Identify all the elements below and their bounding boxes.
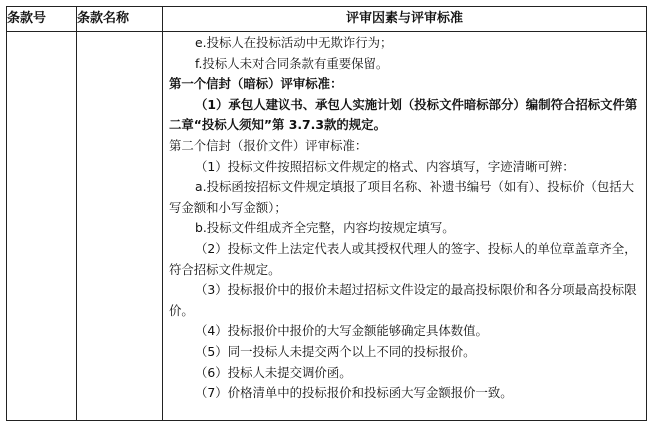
second-envelope-item-5: （5）同一投标人未提交两个以上不同的投标报价。 <box>195 343 476 359</box>
second-envelope-item-6: （6）投标人未提交调价函。 <box>195 364 352 380</box>
second-envelope-item-1b: b.投标文件组成齐全完整，内容均按规定填写。 <box>195 220 455 236</box>
first-envelope-heading: 第一个信封（暗标）评审标准： <box>169 76 343 92</box>
first-envelope-item-1: （1）承包人建议书、承包人实施计划（投标文件暗标部分）编制符合招标文件第二章“投标人须知”第 3.7.3款的规定。 <box>169 96 638 133</box>
criteria-cell <box>163 32 647 421</box>
evaluation-criteria-table <box>6 6 647 421</box>
header-clause-no: 条款号 <box>7 7 77 32</box>
second-envelope-item-2: （2）投标文件上法定代表人或其授权代理人的签字、投标人的单位章盖章齐全，符合招标文件规定。 <box>169 240 637 277</box>
second-envelope-heading: 第二个信封（报价文件）评审标准： <box>169 137 368 153</box>
criteria-line-f: f.投标人未对合同条款有重要保留。 <box>195 55 389 71</box>
clause-no-cell <box>7 32 77 421</box>
clause-name-cell <box>77 32 163 421</box>
second-envelope-item-1a: a.投标函按招标文件规定填报了项目名称、补遗书编号（如有）、投标价（包括大写金额和小写金额）； <box>169 179 635 215</box>
header-clause-name: 条款名称 <box>77 7 163 32</box>
criteria-content <box>163 32 646 404</box>
second-envelope-item-7: （7）价格清单中的投标报价和投标函大写金额报价一致。 <box>195 385 513 401</box>
header-criteria: 评审因素与评审标准 <box>163 7 647 32</box>
header-row <box>7 7 647 32</box>
second-envelope-item-1: （1）投标文件按照招标文件规定的格式、内容填写，字迹清晰可辨： <box>195 158 575 174</box>
criteria-line-e: e.投标人在投标活动中无欺诈行为； <box>195 35 393 50</box>
second-envelope-item-3: （3）投标报价中的报价未超过招标文件设定的最高投标限价和各分项最高投标限价。 <box>169 282 637 318</box>
table-row <box>7 32 647 421</box>
second-envelope-item-4: （4）投标报价中报价的大写金额能够确定具体数值。 <box>195 323 488 339</box>
